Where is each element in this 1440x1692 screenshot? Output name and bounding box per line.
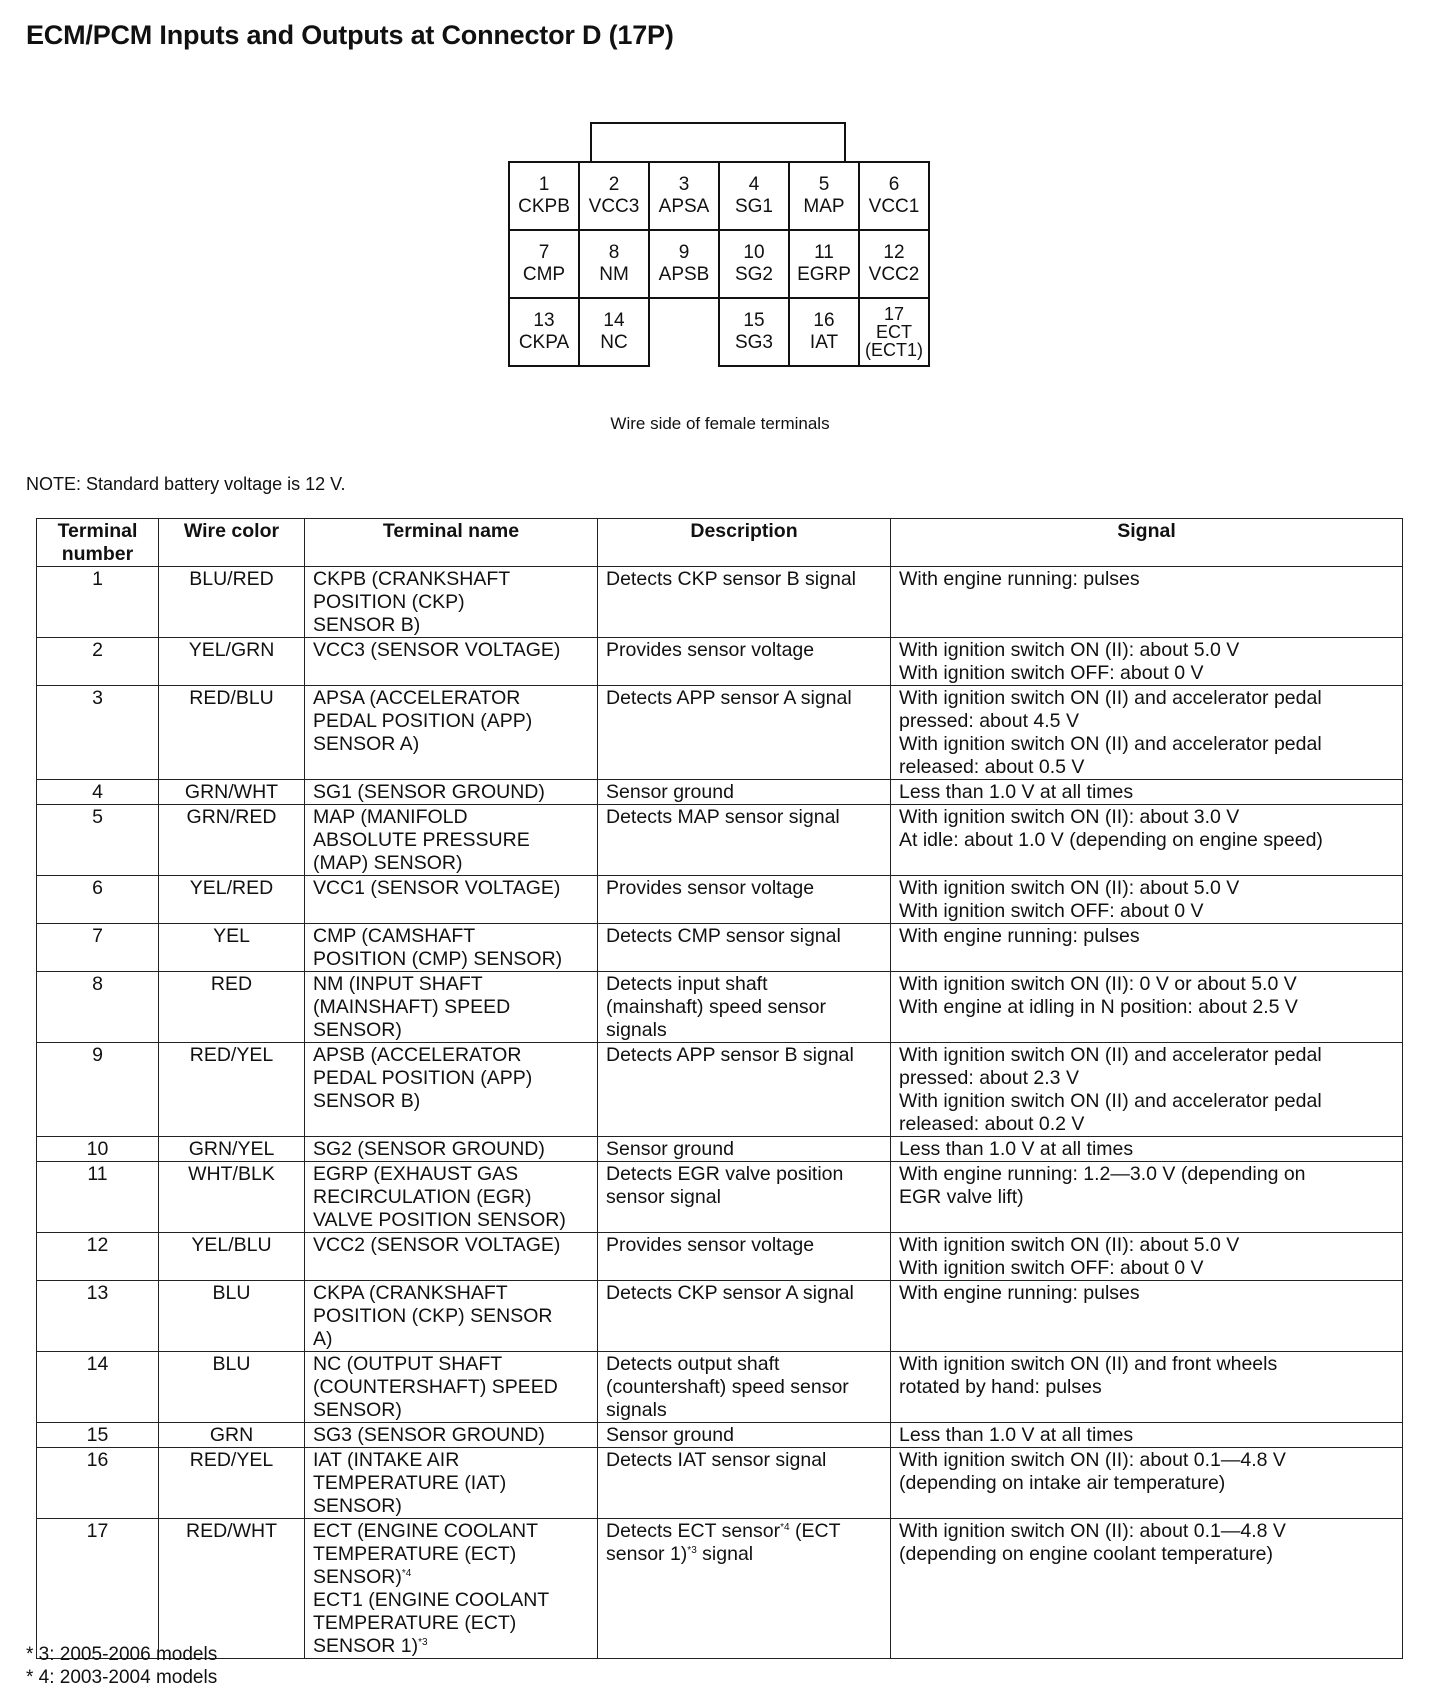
- description-cell: [598, 924, 891, 972]
- description-line: sensor signal: [606, 1186, 721, 1208]
- pin-label: VCC1: [868, 196, 920, 217]
- pin-number: 12: [883, 242, 905, 263]
- signal-line: (depending on engine coolant temperature): [899, 1543, 1274, 1565]
- pin-label: NM: [599, 264, 629, 285]
- description-cell: [598, 1162, 891, 1233]
- description-line: Detects APP sensor A signal: [606, 687, 852, 709]
- pin-number: 3: [678, 174, 690, 195]
- pin-number: 10: [743, 242, 765, 263]
- signal-line: With ignition switch ON (II): about 5.0 V: [899, 1234, 1240, 1256]
- wire-color-cell: RED/YEL: [159, 1448, 305, 1519]
- signal-line: With engine running: pulses: [899, 568, 1140, 590]
- pin-number: 13: [533, 310, 555, 331]
- terminal-name-cell: [305, 1423, 598, 1448]
- terminal-name-line: (MAINSHAFT) SPEED: [313, 996, 511, 1018]
- signal-line: With engine running: 1.2—3.0 V (depending on: [899, 1163, 1306, 1185]
- table-row: [37, 567, 1403, 638]
- pin-label: VCC2: [868, 264, 920, 285]
- terminal-name-line: PEDAL POSITION (APP): [313, 710, 533, 732]
- terminal-name-line: POSITION (CMP) SENSOR): [313, 948, 563, 970]
- pin-label: SG3: [734, 332, 774, 353]
- terminal-name-cell: [305, 1281, 598, 1352]
- connector-pin-2: [579, 162, 649, 230]
- description-line: Detects output shaft: [606, 1353, 780, 1375]
- terminal-name-cell: [305, 567, 598, 638]
- terminal-number-cell: 11: [37, 1162, 159, 1233]
- pin-number: 6: [888, 174, 900, 195]
- connector-pin-4: [719, 162, 789, 230]
- description-line: Sensor ground: [606, 1138, 734, 1160]
- terminal-name-line: NM (INPUT SHAFT: [313, 973, 483, 995]
- table-row: [37, 1281, 1403, 1352]
- signal-line: EGR valve lift): [899, 1186, 1024, 1208]
- pin-number: 7: [538, 242, 550, 263]
- signal-line: released: about 0.2 V: [899, 1113, 1085, 1135]
- terminal-number-cell: 14: [37, 1352, 159, 1423]
- signal-line: With ignition switch ON (II) and accelerator pedal: [899, 687, 1322, 709]
- description-line: (mainshaft) speed sensor: [606, 996, 827, 1018]
- table-row: [37, 1448, 1403, 1519]
- signal-cell: [891, 876, 1403, 924]
- description-line: signals: [606, 1399, 667, 1421]
- wire-color-cell: GRN: [159, 1423, 305, 1448]
- header-terminal-number: Terminal number: [37, 519, 159, 567]
- footnote-marker: *4: [780, 1522, 790, 1533]
- description-cell: [598, 686, 891, 780]
- terminal-name-line: VCC3 (SENSOR VOLTAGE): [313, 639, 561, 661]
- description-cell: [598, 1043, 891, 1137]
- terminal-name-line: SENSOR B): [313, 1090, 421, 1112]
- signal-line: With ignition switch ON (II): about 3.0 V: [899, 806, 1240, 828]
- connector-caption: Wire side of female terminals: [610, 414, 830, 433]
- terminal-table: [36, 518, 1403, 1659]
- description-cell: [598, 1423, 891, 1448]
- connector-row: [509, 162, 929, 230]
- signal-cell: [891, 1043, 1403, 1137]
- description-line: (countershaft) speed sensor: [606, 1376, 849, 1398]
- terminal-name-line: CKPB (CRANKSHAFT: [313, 568, 511, 590]
- description-line: Detects input shaft: [606, 973, 768, 995]
- terminal-name-cell: [305, 638, 598, 686]
- header-signal: Signal: [891, 519, 1403, 567]
- table-header-row: [37, 519, 1403, 567]
- wire-color-cell: BLU: [159, 1352, 305, 1423]
- footnote-3: * 3: 2005-2006 models: [26, 1644, 218, 1665]
- connector-pin-9: [649, 230, 719, 298]
- description-line: signals: [606, 1019, 667, 1041]
- signal-cell: [891, 1519, 1403, 1659]
- terminal-name-line: (MAP) SENSOR): [313, 852, 463, 874]
- terminal-name-line: CMP (CAMSHAFT: [313, 925, 476, 947]
- signal-cell: [891, 1281, 1403, 1352]
- wire-color-cell: BLU: [159, 1281, 305, 1352]
- signal-cell: [891, 972, 1403, 1043]
- signal-cell: [891, 924, 1403, 972]
- description-cell: [598, 972, 891, 1043]
- terminal-number-cell: 4: [37, 780, 159, 805]
- terminal-name-line: ABSOLUTE PRESSURE: [313, 829, 530, 851]
- terminal-name-cell: [305, 876, 598, 924]
- table-row: [37, 924, 1403, 972]
- description-cell: [598, 567, 891, 638]
- terminal-name-line: TEMPERATURE (IAT): [313, 1472, 507, 1494]
- description-cell: [598, 780, 891, 805]
- description-line: Detects MAP sensor signal: [606, 806, 840, 828]
- terminal-number-cell: 5: [37, 805, 159, 876]
- signal-line: Less than 1.0 V at all times: [899, 1138, 1134, 1160]
- terminal-name-cell: [305, 924, 598, 972]
- pin-number: 1: [538, 174, 550, 195]
- terminal-name-line: NC (OUTPUT SHAFT: [313, 1353, 503, 1375]
- description-line: Detects CMP sensor signal: [606, 925, 841, 947]
- terminal-name-line: POSITION (CKP) SENSOR: [313, 1305, 553, 1327]
- terminal-number-cell: 12: [37, 1233, 159, 1281]
- terminal-name-line: VCC1 (SENSOR VOLTAGE): [313, 877, 561, 899]
- connector-pin-15: [719, 298, 789, 366]
- terminal-name-line: APSB (ACCELERATOR: [313, 1044, 522, 1066]
- terminal-name-line: VCC2 (SENSOR VOLTAGE): [313, 1234, 561, 1256]
- pin-number: 9: [678, 242, 690, 263]
- signal-line: With ignition switch ON (II): about 0.1—4.8 V: [899, 1449, 1286, 1471]
- signal-line: With ignition switch OFF: about 0 V: [899, 662, 1204, 684]
- terminal-name-line: SG2 (SENSOR GROUND): [313, 1138, 545, 1160]
- terminal-number-cell: 15: [37, 1423, 159, 1448]
- signal-cell: [891, 686, 1403, 780]
- pin-label: NC: [600, 332, 628, 353]
- terminal-name-line: TEMPERATURE (ECT): [313, 1612, 517, 1634]
- connector-diagram: [508, 122, 932, 370]
- terminal-number-cell: 1: [37, 567, 159, 638]
- terminal-number-cell: 13: [37, 1281, 159, 1352]
- pin-number: 8: [608, 242, 620, 263]
- signal-cell: [891, 1162, 1403, 1233]
- connector-pin-3: [649, 162, 719, 230]
- signal-cell: [891, 638, 1403, 686]
- signal-line: With ignition switch ON (II): about 0.1—4.8 V: [899, 1520, 1286, 1542]
- signal-cell: [891, 1448, 1403, 1519]
- terminal-name-line: IAT (INTAKE AIR: [313, 1449, 460, 1471]
- terminal-number-cell: 10: [37, 1137, 159, 1162]
- connector-pin-5: [789, 162, 859, 230]
- description-line: Detects CKP sensor B signal: [606, 568, 857, 590]
- terminal-name-cell: [305, 1043, 598, 1137]
- terminal-name-line: (COUNTERSHAFT) SPEED: [313, 1376, 558, 1398]
- pin-label: VCC3: [588, 196, 640, 217]
- description-cell: [598, 1137, 891, 1162]
- pin-label: APSB: [658, 264, 710, 285]
- terminal-name-cell: [305, 1162, 598, 1233]
- terminal-name-cell: [305, 1519, 598, 1659]
- description-line: Provides sensor voltage: [606, 639, 815, 661]
- signal-line: With ignition switch ON (II): 0 V or about 5.0 V: [899, 973, 1297, 995]
- table-row: [37, 972, 1403, 1043]
- terminal-name-cell: [305, 686, 598, 780]
- signal-line: With engine at idling in N position: about 2.5 V: [899, 996, 1298, 1018]
- signal-cell: [891, 1233, 1403, 1281]
- terminal-name-line: SENSOR 1)$^{*3}$: [313, 1635, 428, 1657]
- connector-latch: [590, 122, 846, 162]
- table-row: [37, 1423, 1403, 1448]
- terminal-name-line: ECT1 (ENGINE COOLANT: [313, 1589, 550, 1611]
- terminal-name-line: SENSOR): [313, 1495, 402, 1517]
- signal-cell: [891, 1352, 1403, 1423]
- description-cell: [598, 1519, 891, 1659]
- terminal-name-line: SENSOR): [313, 1019, 402, 1041]
- terminal-name-line: APSA (ACCELERATOR: [313, 687, 521, 709]
- signal-cell: [891, 805, 1403, 876]
- signal-line: With ignition switch OFF: about 0 V: [899, 1257, 1204, 1279]
- connector-pin-16: [789, 298, 859, 366]
- table-row: [37, 876, 1403, 924]
- table-row: [37, 1352, 1403, 1423]
- signal-line: With ignition switch ON (II): about 5.0 V: [899, 639, 1240, 661]
- terminal-name-cell: [305, 780, 598, 805]
- table-row: [37, 805, 1403, 876]
- terminal-name-line: SENSOR A): [313, 733, 420, 755]
- signal-line: rotated by hand: pulses: [899, 1376, 1102, 1398]
- terminal-name-cell: [305, 1233, 598, 1281]
- signal-line: With engine running: pulses: [899, 1282, 1140, 1304]
- description-cell: [598, 1233, 891, 1281]
- terminal-name-line: VALVE POSITION SENSOR): [313, 1209, 566, 1231]
- table-row: [37, 1137, 1403, 1162]
- wire-color-cell: GRN/YEL: [159, 1137, 305, 1162]
- footnote-marker: *3: [418, 1637, 428, 1648]
- description-cell: [598, 1281, 891, 1352]
- pin-label: SG1: [734, 196, 774, 217]
- footnote-marker: *3: [687, 1545, 697, 1556]
- header-description: Description: [598, 519, 891, 567]
- terminal-name-line: CKPA (CRANKSHAFT: [313, 1282, 508, 1304]
- terminal-name-line: SENSOR): [313, 1399, 402, 1421]
- wire-color-cell: YEL/BLU: [159, 1233, 305, 1281]
- connector-pin-14: [579, 298, 649, 366]
- description-cell: [598, 638, 891, 686]
- wire-color-cell: GRN/WHT: [159, 780, 305, 805]
- description-line: Detects IAT sensor signal: [606, 1449, 827, 1471]
- description-line: Provides sensor voltage: [606, 877, 815, 899]
- description-cell: [598, 1448, 891, 1519]
- connector-pin-empty: [649, 298, 719, 366]
- signal-line: With engine running: pulses: [899, 925, 1140, 947]
- signal-line: With ignition switch OFF: about 0 V: [899, 900, 1204, 922]
- connector-pin-8: [579, 230, 649, 298]
- connector-row: [509, 230, 929, 298]
- footnotes: [26, 1643, 217, 1689]
- pin-label: MAP: [803, 196, 845, 217]
- pin-number: 15: [743, 310, 765, 331]
- connector-pin-7: [509, 230, 579, 298]
- wire-color-cell: GRN/RED: [159, 805, 305, 876]
- wire-color-cell: RED/BLU: [159, 686, 305, 780]
- pin-number: 2: [608, 174, 620, 195]
- terminal-name-line: SENSOR B): [313, 614, 421, 636]
- signal-cell: [891, 567, 1403, 638]
- table-row: [37, 1519, 1403, 1659]
- signal-cell: [891, 780, 1403, 805]
- wire-color-cell: YEL/GRN: [159, 638, 305, 686]
- wire-color-cell: RED/WHT: [159, 1519, 305, 1659]
- terminal-number-cell: 17: [37, 1519, 159, 1659]
- connector-pin-grid: [508, 161, 930, 367]
- signal-line: With ignition switch ON (II) and accelerator pedal: [899, 1090, 1322, 1112]
- wire-color-cell: RED: [159, 972, 305, 1043]
- signal-line: With ignition switch ON (II) and accelerator pedal: [899, 1044, 1322, 1066]
- page-title: ECM/PCM Inputs and Outputs at Connector D (17P): [26, 20, 674, 50]
- terminal-name-line: ECT (ENGINE COOLANT: [313, 1520, 539, 1542]
- connector-pin-11: [789, 230, 859, 298]
- terminal-name-cell: [305, 1448, 598, 1519]
- table-row: [37, 1233, 1403, 1281]
- terminal-number-cell: 9: [37, 1043, 159, 1137]
- terminal-number-cell: 6: [37, 876, 159, 924]
- terminal-number-cell: 7: [37, 924, 159, 972]
- wire-color-cell: YEL/RED: [159, 876, 305, 924]
- terminal-number-cell: 2: [37, 638, 159, 686]
- table-row: [37, 1043, 1403, 1137]
- wire-color-cell: YEL: [159, 924, 305, 972]
- pin-number: 16: [813, 310, 835, 331]
- signal-line: With ignition switch ON (II) and accelerator pedal: [899, 733, 1322, 755]
- connector-pin-10: [719, 230, 789, 298]
- description-line: Sensor ground: [606, 781, 734, 803]
- pin-number: 14: [603, 310, 625, 331]
- table-row: [37, 1162, 1403, 1233]
- header-wire-color: Wire color: [159, 519, 305, 567]
- signal-line: Less than 1.0 V at all times: [899, 1424, 1134, 1446]
- connector-pin-1: [509, 162, 579, 230]
- terminal-name-line: POSITION (CKP): [313, 591, 465, 613]
- description-line: Detects CKP sensor A signal: [606, 1282, 854, 1304]
- battery-note: NOTE: Standard battery voltage is 12 V.: [26, 474, 346, 494]
- description-line: sensor 1)$^{*3}$ signal: [606, 1543, 754, 1565]
- pin-label-alt: (ECT1): [865, 340, 923, 360]
- description-cell: [598, 805, 891, 876]
- terminal-name-line: SENSOR)$^{*4}$: [313, 1566, 412, 1588]
- description-line: Detects EGR valve position: [606, 1163, 844, 1185]
- terminal-name-line: A): [313, 1328, 333, 1350]
- connector-row: [509, 298, 929, 366]
- signal-line: Less than 1.0 V at all times: [899, 781, 1134, 803]
- description-line: Detects ECT sensor$^{*4}$ (ECT: [606, 1520, 841, 1542]
- table-row: [37, 686, 1403, 780]
- description-line: Provides sensor voltage: [606, 1234, 815, 1256]
- pin-number: 4: [748, 174, 760, 195]
- description-cell: [598, 1352, 891, 1423]
- pin-label: EGRP: [797, 264, 851, 285]
- pin-label: CMP: [522, 264, 566, 285]
- pin-label: IAT: [809, 332, 839, 353]
- description-cell: [598, 876, 891, 924]
- wire-color-cell: RED/YEL: [159, 1043, 305, 1137]
- terminal-number-cell: 3: [37, 686, 159, 780]
- signal-line: pressed: about 4.5 V: [899, 710, 1079, 732]
- terminal-name-cell: [305, 972, 598, 1043]
- connector-pin-6: [859, 162, 929, 230]
- wire-color-cell: BLU/RED: [159, 567, 305, 638]
- signal-line: pressed: about 2.3 V: [899, 1067, 1079, 1089]
- signal-cell: [891, 1423, 1403, 1448]
- terminal-name-cell: [305, 805, 598, 876]
- terminal-name-line: PEDAL POSITION (APP): [313, 1067, 533, 1089]
- connector-pin-12: [859, 230, 929, 298]
- table-row: [37, 780, 1403, 805]
- terminal-name-line: MAP (MANIFOLD: [313, 806, 468, 828]
- pin-label: CKPA: [518, 332, 570, 353]
- signal-line: (depending on intake air temperature): [899, 1472, 1226, 1494]
- connector-pin-17: [859, 298, 929, 366]
- signal-line: With ignition switch ON (II): about 5.0 V: [899, 877, 1240, 899]
- pin-label: CKPB: [518, 196, 570, 217]
- terminal-name-line: EGRP (EXHAUST GAS: [313, 1163, 519, 1185]
- terminal-name-line: SG3 (SENSOR GROUND): [313, 1424, 545, 1446]
- terminal-name-cell: [305, 1137, 598, 1162]
- terminal-number-cell: 16: [37, 1448, 159, 1519]
- terminal-name-line: SG1 (SENSOR GROUND): [313, 781, 545, 803]
- terminal-name-cell: [305, 1352, 598, 1423]
- pin-label: SG2: [734, 264, 774, 285]
- signal-line: With ignition switch ON (II) and front wheels: [899, 1353, 1278, 1375]
- terminal-number-cell: 8: [37, 972, 159, 1043]
- table-row: [37, 638, 1403, 686]
- terminal-name-line: RECIRCULATION (EGR): [313, 1186, 532, 1208]
- terminal-name-line: TEMPERATURE (ECT): [313, 1543, 517, 1565]
- description-line: Detects APP sensor B signal: [606, 1044, 854, 1066]
- pin-label: APSA: [658, 196, 710, 217]
- wire-color-cell: WHT/BLK: [159, 1162, 305, 1233]
- pin-number: 17: [883, 304, 905, 324]
- signal-cell: [891, 1137, 1403, 1162]
- connector-pin-13: [509, 298, 579, 366]
- footnote-marker: *4: [401, 1568, 412, 1579]
- description-line: Sensor ground: [606, 1424, 734, 1446]
- pin-number: 5: [818, 174, 830, 195]
- footnote-4: * 4: 2003-2004 models: [26, 1667, 218, 1688]
- signal-line: At idle: about 1.0 V (depending on engine speed): [899, 829, 1323, 851]
- signal-line: released: about 0.5 V: [899, 756, 1085, 778]
- header-terminal-name: Terminal name: [305, 519, 598, 567]
- pin-label: ECT: [876, 322, 912, 342]
- pin-number: 11: [814, 242, 834, 263]
